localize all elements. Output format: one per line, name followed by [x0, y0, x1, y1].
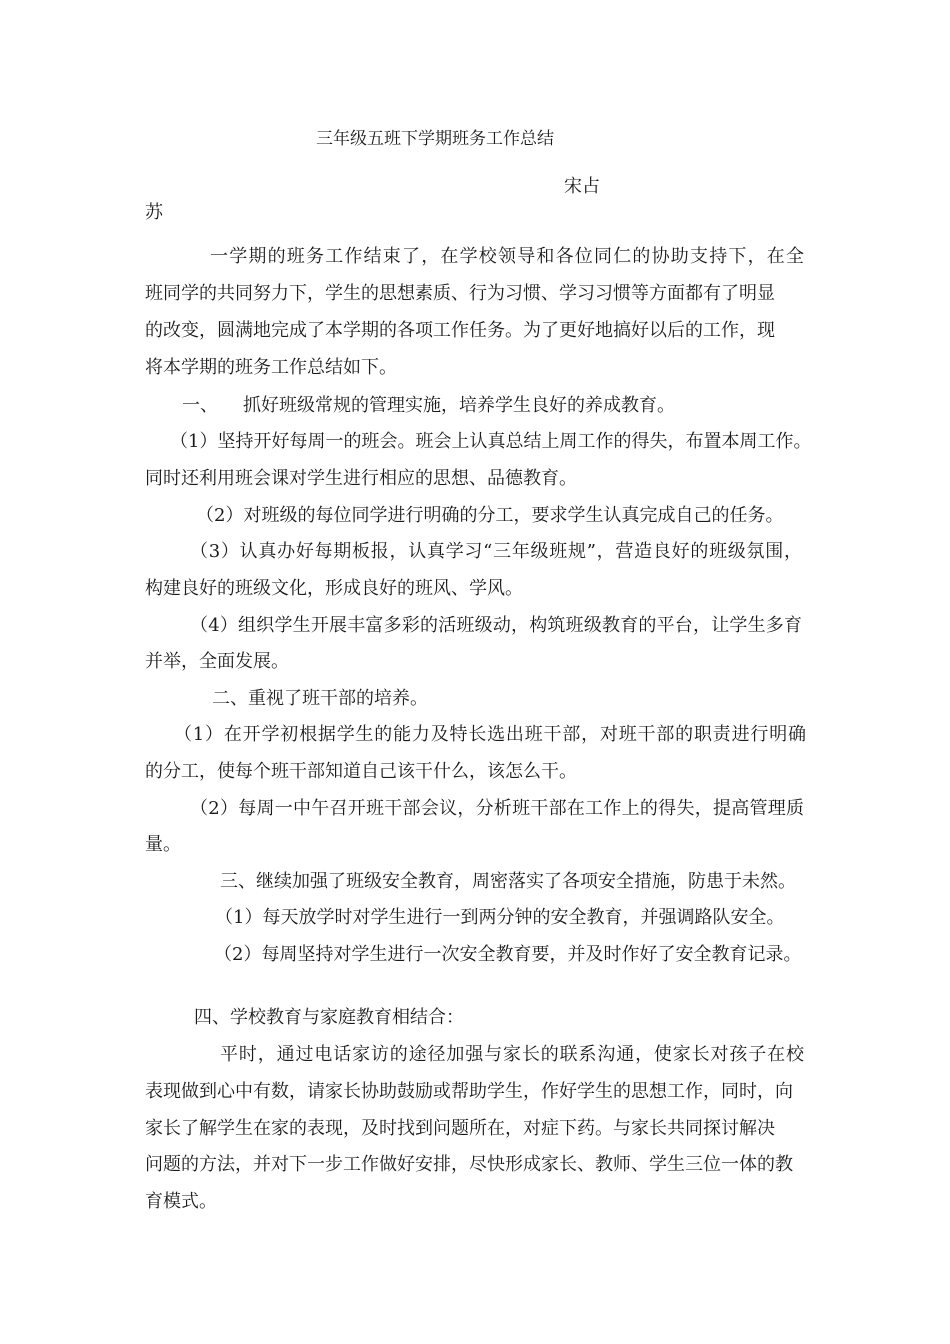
- section1-item3-line1: （3）认真办好每期板报，认真学习“三年级班规”，营造良好的班级氛围，: [190, 541, 803, 562]
- section1-item1-line1: （1）坚持开好每周一的班会。班会上认真总结上周工作的得失，布置本周工作。: [170, 431, 812, 452]
- section4-line-3: 家长了解学生在家的表现，及时找到问题所在，对症下药。与家长共同探讨解决: [145, 1118, 775, 1139]
- section2-heading: 二、重视了班干部的培养。: [212, 688, 428, 709]
- section3-item1: （1）每天放学时对学生进行一到两分钟的安全教育，并强调路队安全。: [215, 907, 785, 928]
- section4-line-1: 平时，通过电话家访的途径加强与家长的联系沟通，使家长对孩子在校: [220, 1044, 805, 1065]
- section1-number: 一、: [182, 395, 218, 416]
- document-title: 三年级五班下学期班务工作总结: [316, 129, 554, 149]
- section4-heading: 四、学校教育与家庭教育相结合：: [194, 1007, 464, 1028]
- section3-heading: 三、继续加强了班级安全教育，周密落实了各项安全措施，防患于未然。: [220, 871, 796, 892]
- section2-item2-line2: 量。: [145, 834, 181, 855]
- intro-line-2: 班同学的共同努力下，学生的思想素质、行为习惯、学习习惯等方面都有了明显: [145, 283, 775, 304]
- section4-line-4: 问题的方法，并对下一步工作做好安排，尽快形成家长、教师、学生三位一体的教: [145, 1154, 793, 1175]
- section2-item1-line2: 的分工，使每个班干部知道自己该干什么，该怎么干。: [145, 761, 577, 782]
- intro-line-4: 将本学期的班务工作总结如下。: [145, 357, 397, 378]
- section2-item1-line1: （1）在开学初根据学生的能力及特长选出班干部，对班干部的职责进行明确: [174, 724, 807, 745]
- section1-item1-line2: 同时还利用班会课对学生进行相应的思想、品德教育。: [145, 468, 577, 489]
- section3-item2: （2）每周坚持对学生进行一次安全教育要，并及时作好了安全教育记录。: [214, 944, 802, 965]
- section1-heading: 抓好班级常规的管理实施，培养学生良好的养成教育。: [243, 395, 675, 416]
- author-surname: 苏: [145, 202, 163, 223]
- section1-item2-line1: （2）对班级的每位同学进行明确的分工，要求学生认真完成自己的任务。: [196, 505, 784, 526]
- intro-line-3: 的改变，圆满地完成了本学期的各项工作任务。为了更好地搞好以后的工作，现: [145, 320, 775, 341]
- section2-item2-line1: （2）每周一中午召开班干部会议，分析班干部在工作上的得失，提高管理质: [190, 798, 805, 819]
- intro-line-1: 一学期的班务工作结束了，在学校领导和各位同仁的协助支持下，在全: [210, 246, 806, 267]
- author-given-name: 宋占: [564, 176, 600, 197]
- section4-line-2: 表现做到心中有数，请家长协助鼓励或帮助学生，作好学生的思想工作，同时，向: [145, 1081, 793, 1102]
- section1-item4-line2: 并举，全面发展。: [145, 651, 289, 672]
- section1-item3-line2: 构建良好的班级文化，形成良好的班风、学风。: [145, 578, 523, 599]
- section4-line-5: 育模式。: [145, 1191, 217, 1212]
- section1-item4-line1: （4）组织学生开展丰富多彩的活班级动，构筑班级教育的平台，让学生多育: [190, 615, 803, 636]
